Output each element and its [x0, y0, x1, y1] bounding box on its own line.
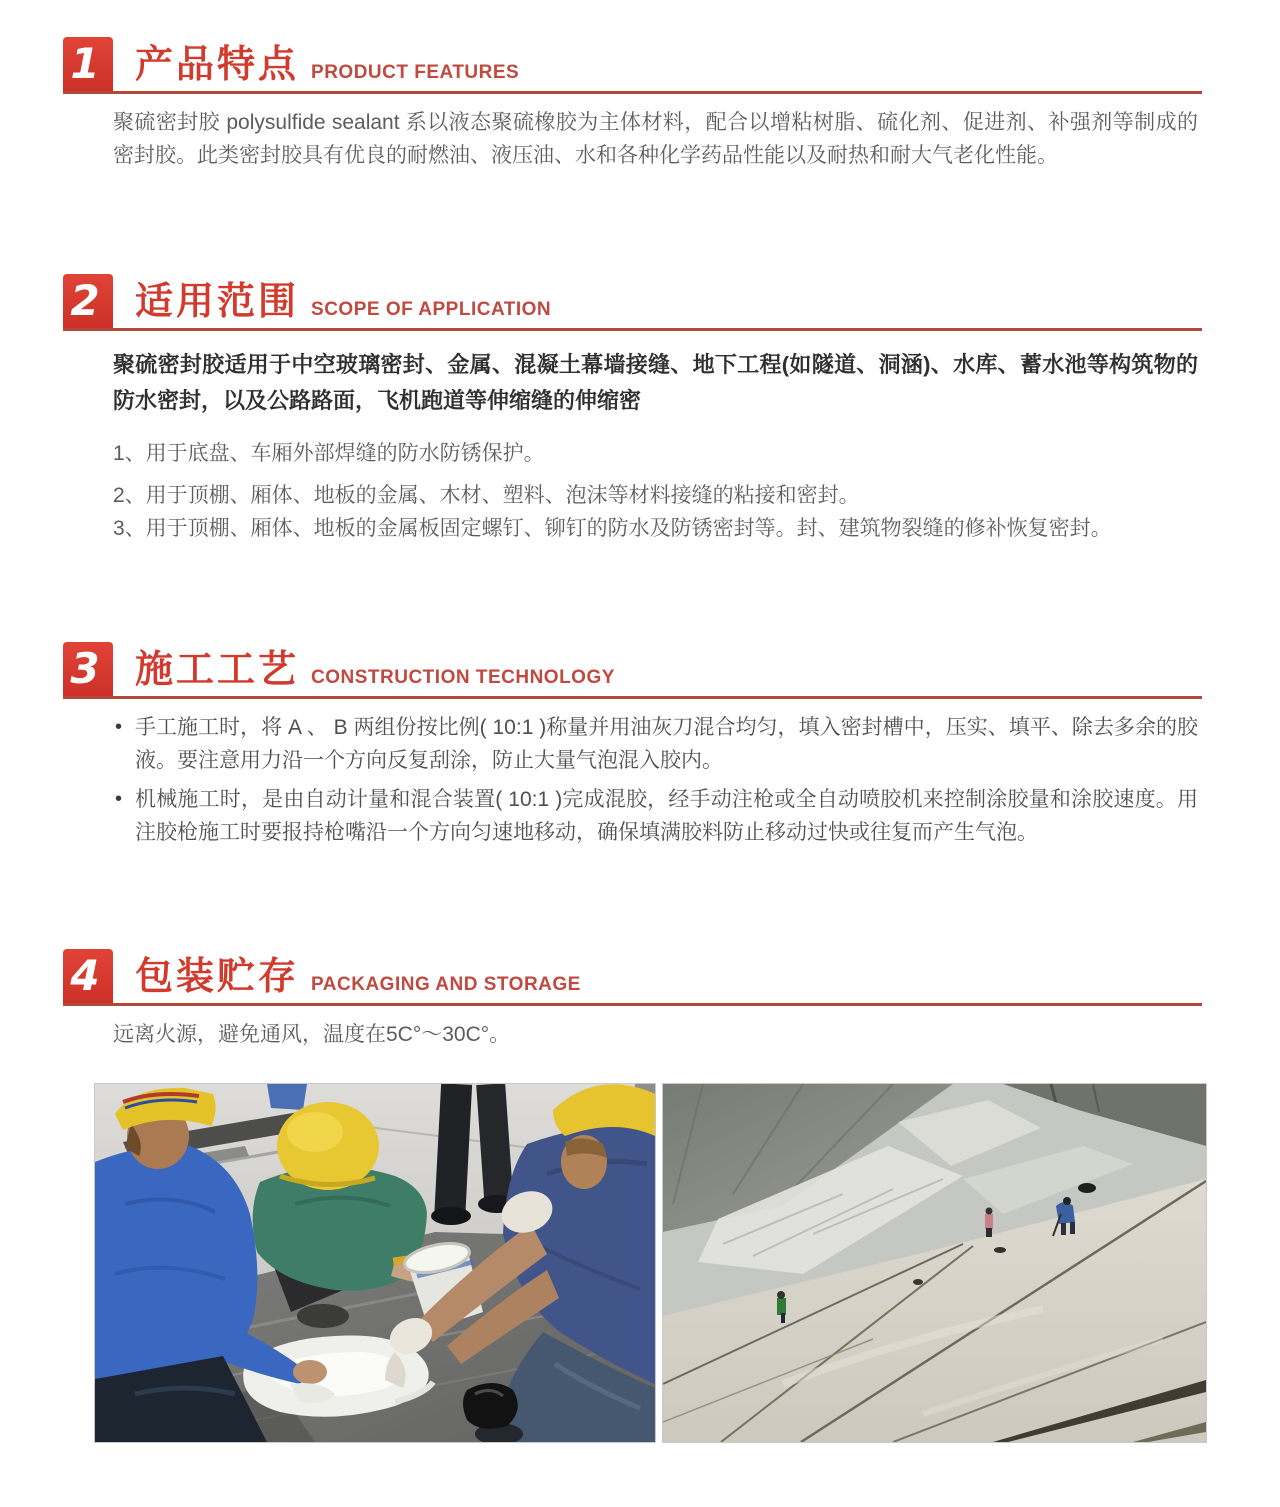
section-body: [63, 106, 1202, 172]
section-number-badge: 2: [63, 274, 113, 328]
section-title-zh: 产品特点: [135, 44, 300, 86]
section-body: [63, 347, 1202, 545]
dam-slope-illustration: [663, 1084, 1206, 1442]
scope-item: 3、用于顶棚、厢体、地板的金属板固定螺钉、铆钉的防水及防锈密封等。封、建筑物裂缝的修补恢复密封。: [113, 517, 1112, 540]
section-number-badge: 1: [63, 37, 113, 91]
scope-item: 1、用于底盘、车厢外部焊缝的防水防锈保护。: [113, 442, 545, 465]
section-header: [63, 38, 1202, 94]
section-number-badge: 4: [63, 949, 113, 1003]
scope-lead-paragraph: 聚硫密封胶适用于中空玻璃密封、金属、混凝土幕墙接缝、地下工程(如隧道、洞涵)、水库、蓄水池等构筑物的防水密封，以及公路路面，飞机跑道等伸缩缝的伸缩密: [113, 352, 1198, 413]
section-title-zh: 适用范围: [135, 281, 300, 323]
section-header: [63, 950, 1202, 1006]
photo-dam-slope-workers: [662, 1083, 1207, 1443]
section-header: [63, 275, 1202, 331]
section-number-badge: 3: [63, 642, 113, 696]
section-title-en: CONSTRUCTION TECHNOLOGY: [311, 667, 615, 688]
features-paragraph: 聚硫密封胶 polysulfide sealant 系以液态聚硫橡胶为主体材料，配合以增粘树脂、硫化剂、促进剂、补强剂等制成的密封胶。此类密封胶具有优良的耐燃油、液压油、水和各种化学药品性能以及耐热和耐大气老化性能。: [113, 111, 1198, 167]
construction-bullet: • 机械施工时，是由自动计量和混合装置( 10:1 )完成混胶，经手动注枪或全自动喷胶机来控制涂胶量和涂胶速度。用注胶枪施工时要报持枪嘴沿一个方向匀速地移动，确保填满胶料防止移动过快或往复而产生气泡。: [113, 783, 1198, 849]
section-title-en: PRODUCT FEATURES: [311, 62, 520, 83]
photo-row: [94, 1083, 1207, 1443]
workers-sealant-illustration: [95, 1084, 655, 1442]
scope-item-list: [113, 437, 1198, 545]
section-title-en: PACKAGING AND STORAGE: [311, 974, 581, 995]
section-product-features: [63, 38, 1202, 172]
section-scope-of-application: [63, 275, 1202, 545]
section-title-zh: 包装贮存: [135, 956, 300, 998]
section-body: [63, 711, 1202, 849]
section-title-zh: 施工工艺: [135, 649, 300, 691]
section-body: [63, 1018, 1202, 1051]
storage-paragraph: 远离火源，避免通风，温度在5C°～30C°。: [113, 1023, 511, 1046]
section-construction-technology: [63, 643, 1202, 849]
construction-bullet: • 手工施工时，将 A 、 B 两组份按比例( 10:1 )称量并用油灰刀混合均匀，填入密封槽中，压实、填平、除去多余的胶液。要注意用力沿一个方向反复刮涂，防止大量气泡混入胶内。: [113, 711, 1198, 777]
section-header: [63, 643, 1202, 699]
section-packaging-storage: [63, 950, 1202, 1051]
section-title-en: SCOPE OF APPLICATION: [311, 299, 552, 320]
photo-workers-applying-sealant: [94, 1083, 656, 1443]
scope-item: 2、用于顶棚、厢体、地板的金属、木材、塑料、泡沫等材料接缝的粘接和密封。: [113, 484, 860, 507]
